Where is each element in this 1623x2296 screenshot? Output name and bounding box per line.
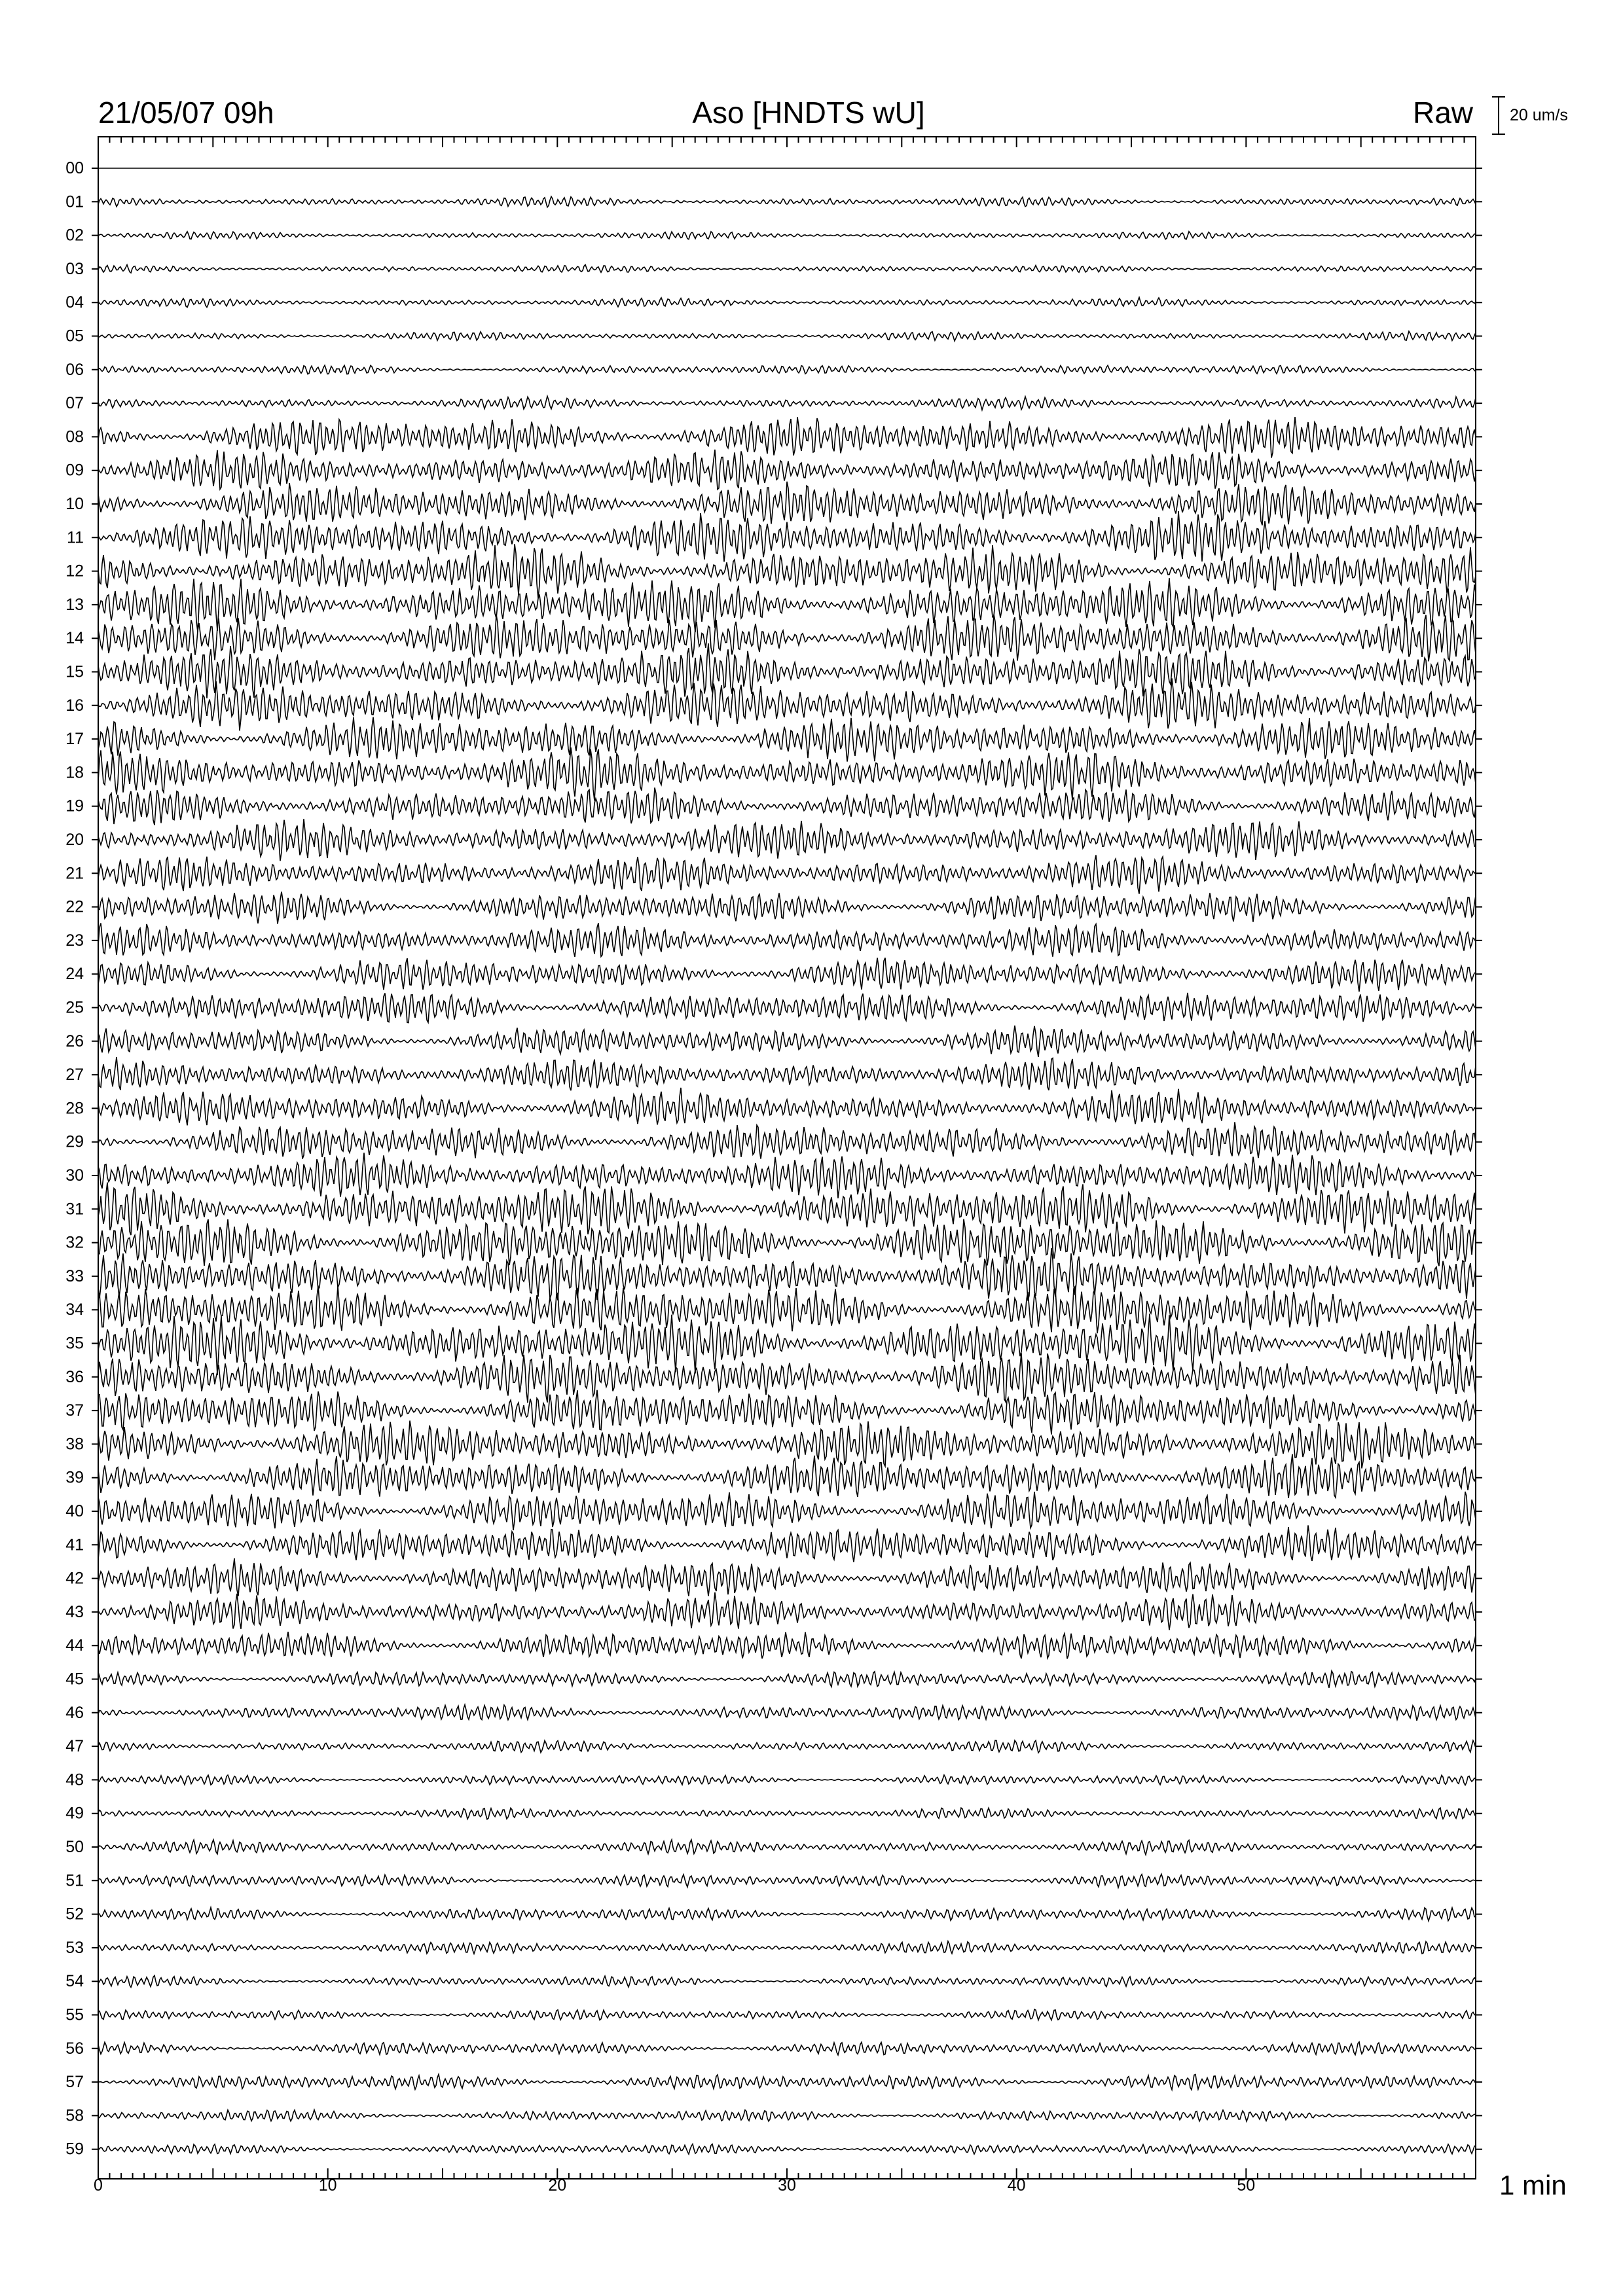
row-label-22: 22: [65, 897, 84, 916]
trace-row-19: [98, 787, 1476, 825]
row-label-01: 01: [65, 192, 84, 211]
trace-row-38: [98, 1421, 1476, 1469]
row-label-35: 35: [65, 1334, 84, 1353]
row-label-16: 16: [65, 696, 84, 715]
row-label-51: 51: [65, 1871, 84, 1890]
trace-row-27: [98, 1057, 1476, 1090]
trace-row-29: [98, 1122, 1476, 1158]
row-label-21: 21: [65, 864, 84, 883]
trace-row-07: [98, 396, 1476, 410]
trace-row-49: [98, 1808, 1476, 1819]
row-label-33: 33: [65, 1266, 84, 1285]
trace-row-48: [98, 1775, 1476, 1785]
row-label-40: 40: [65, 1502, 84, 1520]
trace-row-21: [98, 855, 1476, 893]
row-label-24: 24: [65, 965, 84, 984]
trace-row-53: [98, 1941, 1476, 1954]
row-label-59: 59: [65, 2140, 84, 2159]
row-label-58: 58: [65, 2106, 84, 2125]
trace-row-28: [98, 1088, 1476, 1126]
trace-row-13: [98, 578, 1476, 632]
row-label-44: 44: [65, 1636, 84, 1655]
header-datetime: 21/05/07 09h: [98, 96, 274, 130]
trace-row-14: [98, 615, 1476, 662]
row-label-00: 00: [65, 159, 84, 177]
row-label-04: 04: [65, 293, 84, 312]
row-label-52: 52: [65, 1905, 84, 1924]
trace-row-56: [98, 2042, 1476, 2055]
row-label-49: 49: [65, 1804, 84, 1823]
row-label-38: 38: [65, 1435, 84, 1454]
trace-row-35: [98, 1314, 1476, 1375]
trace-row-17: [98, 717, 1476, 762]
row-label-45: 45: [65, 1670, 84, 1689]
trace-row-39: [98, 1454, 1476, 1498]
row-label-32: 32: [65, 1233, 84, 1252]
trace-row-40: [98, 1492, 1476, 1530]
trace-row-08: [98, 417, 1476, 457]
row-label-50: 50: [65, 1838, 84, 1856]
trace-row-55: [98, 2009, 1476, 2020]
row-label-48: 48: [65, 1770, 84, 1789]
trace-row-15: [98, 643, 1476, 698]
row-label-26: 26: [65, 1031, 84, 1050]
trace-row-45: [98, 1671, 1476, 1688]
scale-bar: [1492, 97, 1568, 134]
row-label-07: 07: [65, 394, 84, 413]
scale-label: 20 um/s: [1510, 106, 1568, 124]
row-label-42: 42: [65, 1569, 84, 1588]
trace-row-30: [98, 1153, 1476, 1198]
x-tick-label-50: 50: [1237, 2176, 1256, 2195]
row-label-09: 09: [65, 461, 84, 480]
trace-row-12: [98, 544, 1476, 598]
trace-row-36: [98, 1353, 1476, 1403]
trace-row-20: [98, 819, 1476, 861]
trace-row-41: [98, 1526, 1476, 1562]
row-label-15: 15: [65, 662, 84, 681]
trace-row-43: [98, 1592, 1476, 1630]
row-label-10: 10: [65, 495, 84, 513]
x-tick-label-20: 20: [548, 2176, 567, 2195]
row-label-13: 13: [65, 595, 84, 614]
row-label-27: 27: [65, 1066, 84, 1085]
row-label-55: 55: [65, 2005, 84, 2024]
row-label-19: 19: [65, 797, 84, 816]
trace-row-42: [98, 1558, 1476, 1596]
row-label-31: 31: [65, 1200, 84, 1219]
row-label-37: 37: [65, 1401, 84, 1420]
row-label-56: 56: [65, 2039, 84, 2058]
row-label-18: 18: [65, 763, 84, 782]
row-label-17: 17: [65, 730, 84, 749]
row-label-14: 14: [65, 629, 84, 648]
row-label-06: 06: [65, 360, 84, 379]
trace-row-06: [98, 365, 1476, 374]
trace-row-04: [98, 297, 1476, 307]
trace-row-32: [98, 1219, 1476, 1266]
row-label-30: 30: [65, 1166, 84, 1185]
trace-row-46: [98, 1705, 1476, 1721]
x-axis-label: 1 min: [1499, 2170, 1567, 2200]
trace-row-03: [98, 264, 1476, 273]
trace-row-23: [98, 923, 1476, 957]
trace-row-47: [98, 1740, 1476, 1753]
row-label-41: 41: [65, 1535, 84, 1554]
trace-row-52: [98, 1907, 1476, 1921]
header-station: Aso [HNDTS wU]: [692, 96, 925, 130]
trace-row-37: [98, 1390, 1476, 1435]
header-mode: Raw: [1412, 96, 1473, 130]
trace-row-02: [98, 232, 1476, 240]
row-label-57: 57: [65, 2073, 84, 2092]
x-tick-label-30: 30: [778, 2176, 796, 2195]
x-tick-label-40: 40: [1007, 2176, 1026, 2195]
seismogram-traces: [98, 168, 1476, 2154]
row-label-39: 39: [65, 1468, 84, 1487]
trace-row-24: [98, 958, 1476, 992]
trace-row-10: [98, 482, 1476, 526]
row-label-25: 25: [65, 998, 84, 1017]
row-label-08: 08: [65, 427, 84, 446]
row-label-29: 29: [65, 1132, 84, 1151]
trace-row-50: [98, 1840, 1476, 1855]
trace-row-26: [98, 1026, 1476, 1057]
trace-row-33: [98, 1248, 1476, 1301]
trace-row-25: [98, 993, 1476, 1023]
x-tick-label-0: 0: [94, 2176, 103, 2195]
trace-row-34: [98, 1285, 1476, 1333]
row-label-20: 20: [65, 831, 84, 849]
row-labels: [65, 159, 84, 2159]
x-tick-label-10: 10: [318, 2176, 337, 2195]
row-label-46: 46: [65, 1703, 84, 1722]
row-label-05: 05: [65, 327, 84, 346]
row-label-34: 34: [65, 1300, 84, 1319]
row-label-28: 28: [65, 1099, 84, 1118]
trace-row-01: [98, 196, 1476, 207]
trace-row-22: [98, 892, 1476, 924]
trace-row-54: [98, 1975, 1476, 1987]
trace-row-18: [98, 747, 1476, 800]
trace-row-44: [98, 1632, 1476, 1659]
row-label-53: 53: [65, 1938, 84, 1957]
trace-row-16: [98, 678, 1476, 730]
row-label-36: 36: [65, 1367, 84, 1386]
row-label-11: 11: [67, 528, 84, 547]
trace-row-11: [98, 511, 1476, 562]
trace-row-57: [98, 2074, 1476, 2090]
trace-row-05: [98, 331, 1476, 341]
row-label-23: 23: [65, 931, 84, 950]
row-label-02: 02: [65, 226, 84, 245]
trace-row-59: [98, 2144, 1476, 2155]
plot-frame: [98, 137, 1476, 2179]
row-label-12: 12: [65, 562, 84, 581]
trace-row-58: [98, 2110, 1476, 2122]
row-label-54: 54: [65, 1972, 84, 1991]
trace-row-51: [98, 1874, 1476, 1888]
row-label-03: 03: [65, 259, 84, 278]
row-label-47: 47: [65, 1737, 84, 1756]
row-label-43: 43: [65, 1602, 84, 1621]
